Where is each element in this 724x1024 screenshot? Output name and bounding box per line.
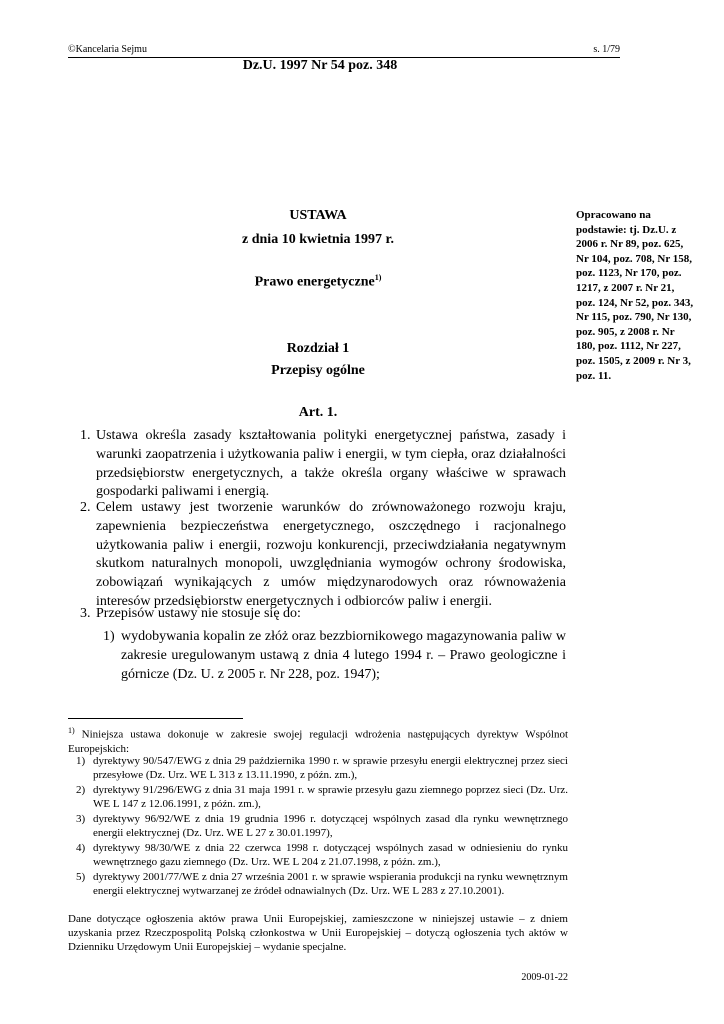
footnote-item-number: 2) [76, 784, 86, 796]
paragraph-number: 2. [80, 500, 91, 515]
footnote-item-text: dyrektywy 90/547/EWG z dnia 29 października 1990 r. w sprawie przesyłu energii elektrycznej przez sieci przesyłowe (Dz. Urz. WE L 313 z 13.11.1990, z późn. zm.), [93, 755, 568, 782]
act-title-footnote-mark: 1) [374, 273, 382, 282]
footnote-divider [68, 718, 243, 719]
article-paragraph [80, 605, 566, 624]
paragraph-text: Celem ustawy jest tworzenie warunków do zrównoważonego rozwoju kraju, zapewnienia bezpieczeństwa energetycznego, oszczędnego i racjonalnego użytkowania paliw i energii, rozwoju konkurencji, przeciwdziałania negatywnym skutkom naturalnych monopoli, uwzględniania wymogów ochrony środowiska, zobowiązań wynikających z umów międzynarodowych oraz równoważenia interesów przedsiębiorstw energetycznych i odbiorców paliw i energii. [96, 500, 566, 609]
footnote-item-text: dyrektywy 98/30/WE z dnia 22 czerwca 1998 r. dotyczącej wspólnych zasad w odniesieniu do rynku wewnętrznego gazu ziemnego (Dz. Urz. WE L 204 z 21.07.1998, z późn. zm.), [93, 842, 568, 869]
journal-reference: Dz.U. 1997 Nr 54 poz. 348 [242, 58, 398, 73]
act-date: z dnia 10 kwietnia 1997 r. [242, 232, 394, 247]
footnote-item-text: dyrektywy 2001/77/WE z dnia 27 września 2001 r. w sprawie wspierania produkcji na rynku wewnętrznym energii elektrycznej wytwarzanej ze źródeł odnawialnych (Dz. Urz. WE L 283 z 27.10.2001). [93, 871, 568, 898]
footnote-item-number: 1) [76, 755, 86, 767]
footnote-item [76, 783, 568, 811]
footnote-item [76, 754, 568, 782]
subitem-text: wydobywania kopalin ze złóż oraz bezzbiornikowego magazynowania paliw w zakresie uregulowanym ustawą z dnia 4 lutego 1994 r. – Prawo geologiczne i górnicze (Dz. U. z 2005 r. Nr 228, poz. 1947); [121, 629, 566, 682]
paragraph-text: Przepisów ustawy nie stosuje się do: [96, 606, 301, 621]
footnote-item [76, 841, 568, 869]
footnote-tail: Dane dotyczące ogłoszenia aktów prawa Unii Europejskiej, zamieszczone w niniejszej ustawie – z dniem uzyskania przez Rzeczpospolitą Polską członkostwa w Unii Europejskiej – dotyczą ogłoszenia tych aktów w Dzienniku Urzędowym Unii Europejskiej – wydanie specjalne. [68, 913, 568, 954]
paragraph-number: 1. [80, 428, 91, 443]
paragraph-text: Ustawa określa zasady kształtowania polityki energetycznej państwa, zasady i warunki zaopatrzenia i użytkowania paliw i energii, w tym ciepła, oraz działalności przedsiębiorstw energetycznych, a także określa organy właściwe w sprawach gospodarki paliwami i energią. [96, 428, 566, 500]
act-title [68, 273, 568, 291]
chapter-number: Rozdział 1 [286, 341, 350, 356]
version-date: 2009-01-22 [521, 972, 568, 983]
footnote-item-number: 3) [76, 813, 86, 825]
footnote-item-text: dyrektywy 91/296/EWG z dnia 31 maja 1991 r. w sprawie przesyłu gazu ziemnego poprzez sieci (Dz. Urz. WE L 147 z 12.06.1991, z późn. zm.), [93, 784, 568, 811]
footnote-intro-text: Niniejsza ustawa dokonuje w zakresie swojej regulacji wdrożenia następujących dyrektyw Wspólnot Europejskich: [68, 728, 569, 755]
article-paragraph [80, 427, 566, 502]
footnote-item-text: dyrektywy 96/92/WE z dnia 19 grudnia 1996 r. dotyczącej wspólnych zasad dla rynku wewnętrznego energii elektrycznej (Dz. Urz. WE L 27 z 30.01.1997), [93, 813, 568, 840]
header-publisher: ©Kancelaria Sejmu [68, 44, 147, 55]
page-number: s. 1/79 [593, 44, 620, 55]
footnote-item [76, 812, 568, 840]
act-type: USTAWA [289, 208, 347, 223]
subitem-number: 1) [103, 629, 115, 644]
chapter-title: Przepisy ogólne [271, 363, 365, 378]
article-subitem [103, 628, 566, 684]
article-heading: Art. 1. [298, 405, 338, 420]
footnote-item-number: 4) [76, 842, 86, 854]
consolidation-note: Opracowano na podstawie: tj. Dz.U. z 2006 r. Nr 89, poz. 625, Nr 104, poz. 708, Nr 158, poz. 1123, Nr 170, poz. 1217, z 2007 r. Nr 21, poz. 124, Nr 52, poz. 343, Nr 115, poz. 790, Nr 130, poz. 905, z 2008 r. Nr 180, poz. 1112, Nr 227, poz. 1505, z 2009 r. Nr 3, poz. 11. [576, 209, 694, 382]
act-title-text: Prawo energetyczne [254, 274, 375, 290]
footnote-intro [68, 724, 568, 756]
footnote-item-number: 5) [76, 871, 86, 883]
article-paragraph [80, 499, 566, 612]
paragraph-number: 3. [80, 606, 91, 621]
footnote-mark: 1) [68, 726, 75, 735]
footnote-item [76, 870, 568, 898]
